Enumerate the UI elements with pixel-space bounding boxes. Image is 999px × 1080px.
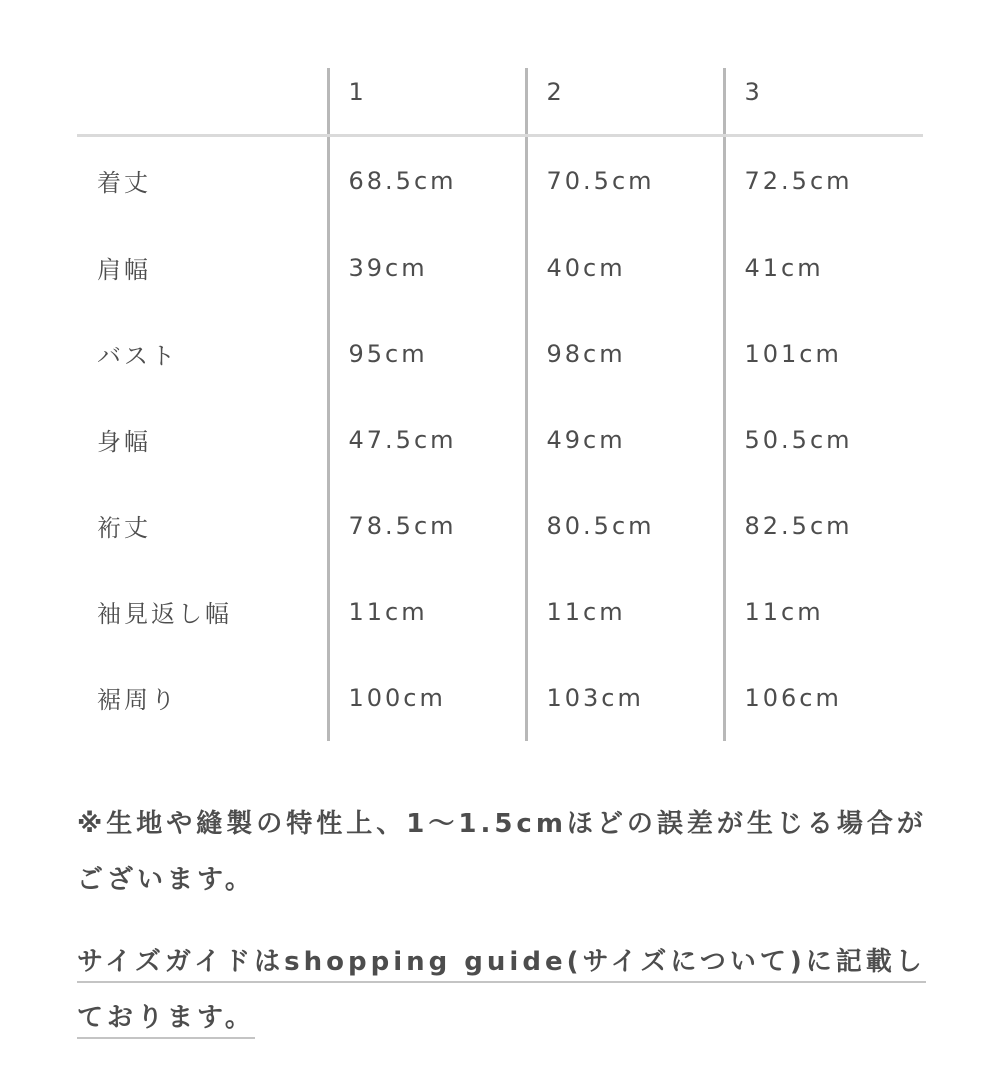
- table-row: [77, 225, 923, 311]
- table-row: [77, 655, 923, 741]
- table-cell: 47.5cm: [328, 397, 526, 483]
- table-row: [77, 135, 923, 225]
- header-cell-empty: [77, 68, 328, 135]
- table-cell: 80.5cm: [526, 483, 724, 569]
- table-cell: 11cm: [328, 569, 526, 655]
- row-label: 肩幅: [97, 256, 151, 284]
- table-cell: 82.5cm: [724, 483, 923, 569]
- size-guide-notice: [77, 934, 927, 1046]
- table-row: [77, 397, 923, 483]
- table-cell: 70.5cm: [526, 135, 724, 225]
- table-cell: 101cm: [724, 311, 923, 397]
- table-cell: 72.5cm: [724, 135, 923, 225]
- row-label: 着丈: [97, 169, 151, 197]
- table-row: [77, 311, 923, 397]
- row-label: 袖見返し幅: [97, 600, 232, 628]
- table-row: [77, 569, 923, 655]
- table-cell: 39cm: [328, 225, 526, 311]
- size-guide-link[interactable]: サイズガイドはshopping guide(サイズについて)に記載しております。: [77, 947, 926, 1039]
- row-label: バスト: [97, 342, 178, 370]
- table-cell: 11cm: [724, 569, 923, 655]
- row-label: 裄丈: [97, 514, 151, 542]
- table-cell: 100cm: [328, 655, 526, 741]
- tolerance-note: ※生地や縫製の特性上、1〜1.5cmほどの誤差が生じる場合がございます。: [77, 809, 927, 895]
- header-size-1: 1: [328, 68, 526, 135]
- row-label: 身幅: [97, 428, 151, 456]
- header-row: [77, 68, 923, 135]
- size-table: [77, 68, 923, 741]
- table-cell: 11cm: [526, 569, 724, 655]
- table-cell: 95cm: [328, 311, 526, 397]
- table-cell: 103cm: [526, 655, 724, 741]
- header-size-3: 3: [724, 68, 923, 135]
- table-cell: 106cm: [724, 655, 923, 741]
- table-row: [77, 483, 923, 569]
- table-cell: 49cm: [526, 397, 724, 483]
- table-cell: 50.5cm: [724, 397, 923, 483]
- table-cell: 68.5cm: [328, 135, 526, 225]
- table-cell: 40cm: [526, 225, 724, 311]
- header-size-2: 2: [526, 68, 724, 135]
- row-label: 裾周り: [97, 686, 178, 714]
- table-cell: 41cm: [724, 225, 923, 311]
- table-cell: 78.5cm: [328, 483, 526, 569]
- table-cell: 98cm: [526, 311, 724, 397]
